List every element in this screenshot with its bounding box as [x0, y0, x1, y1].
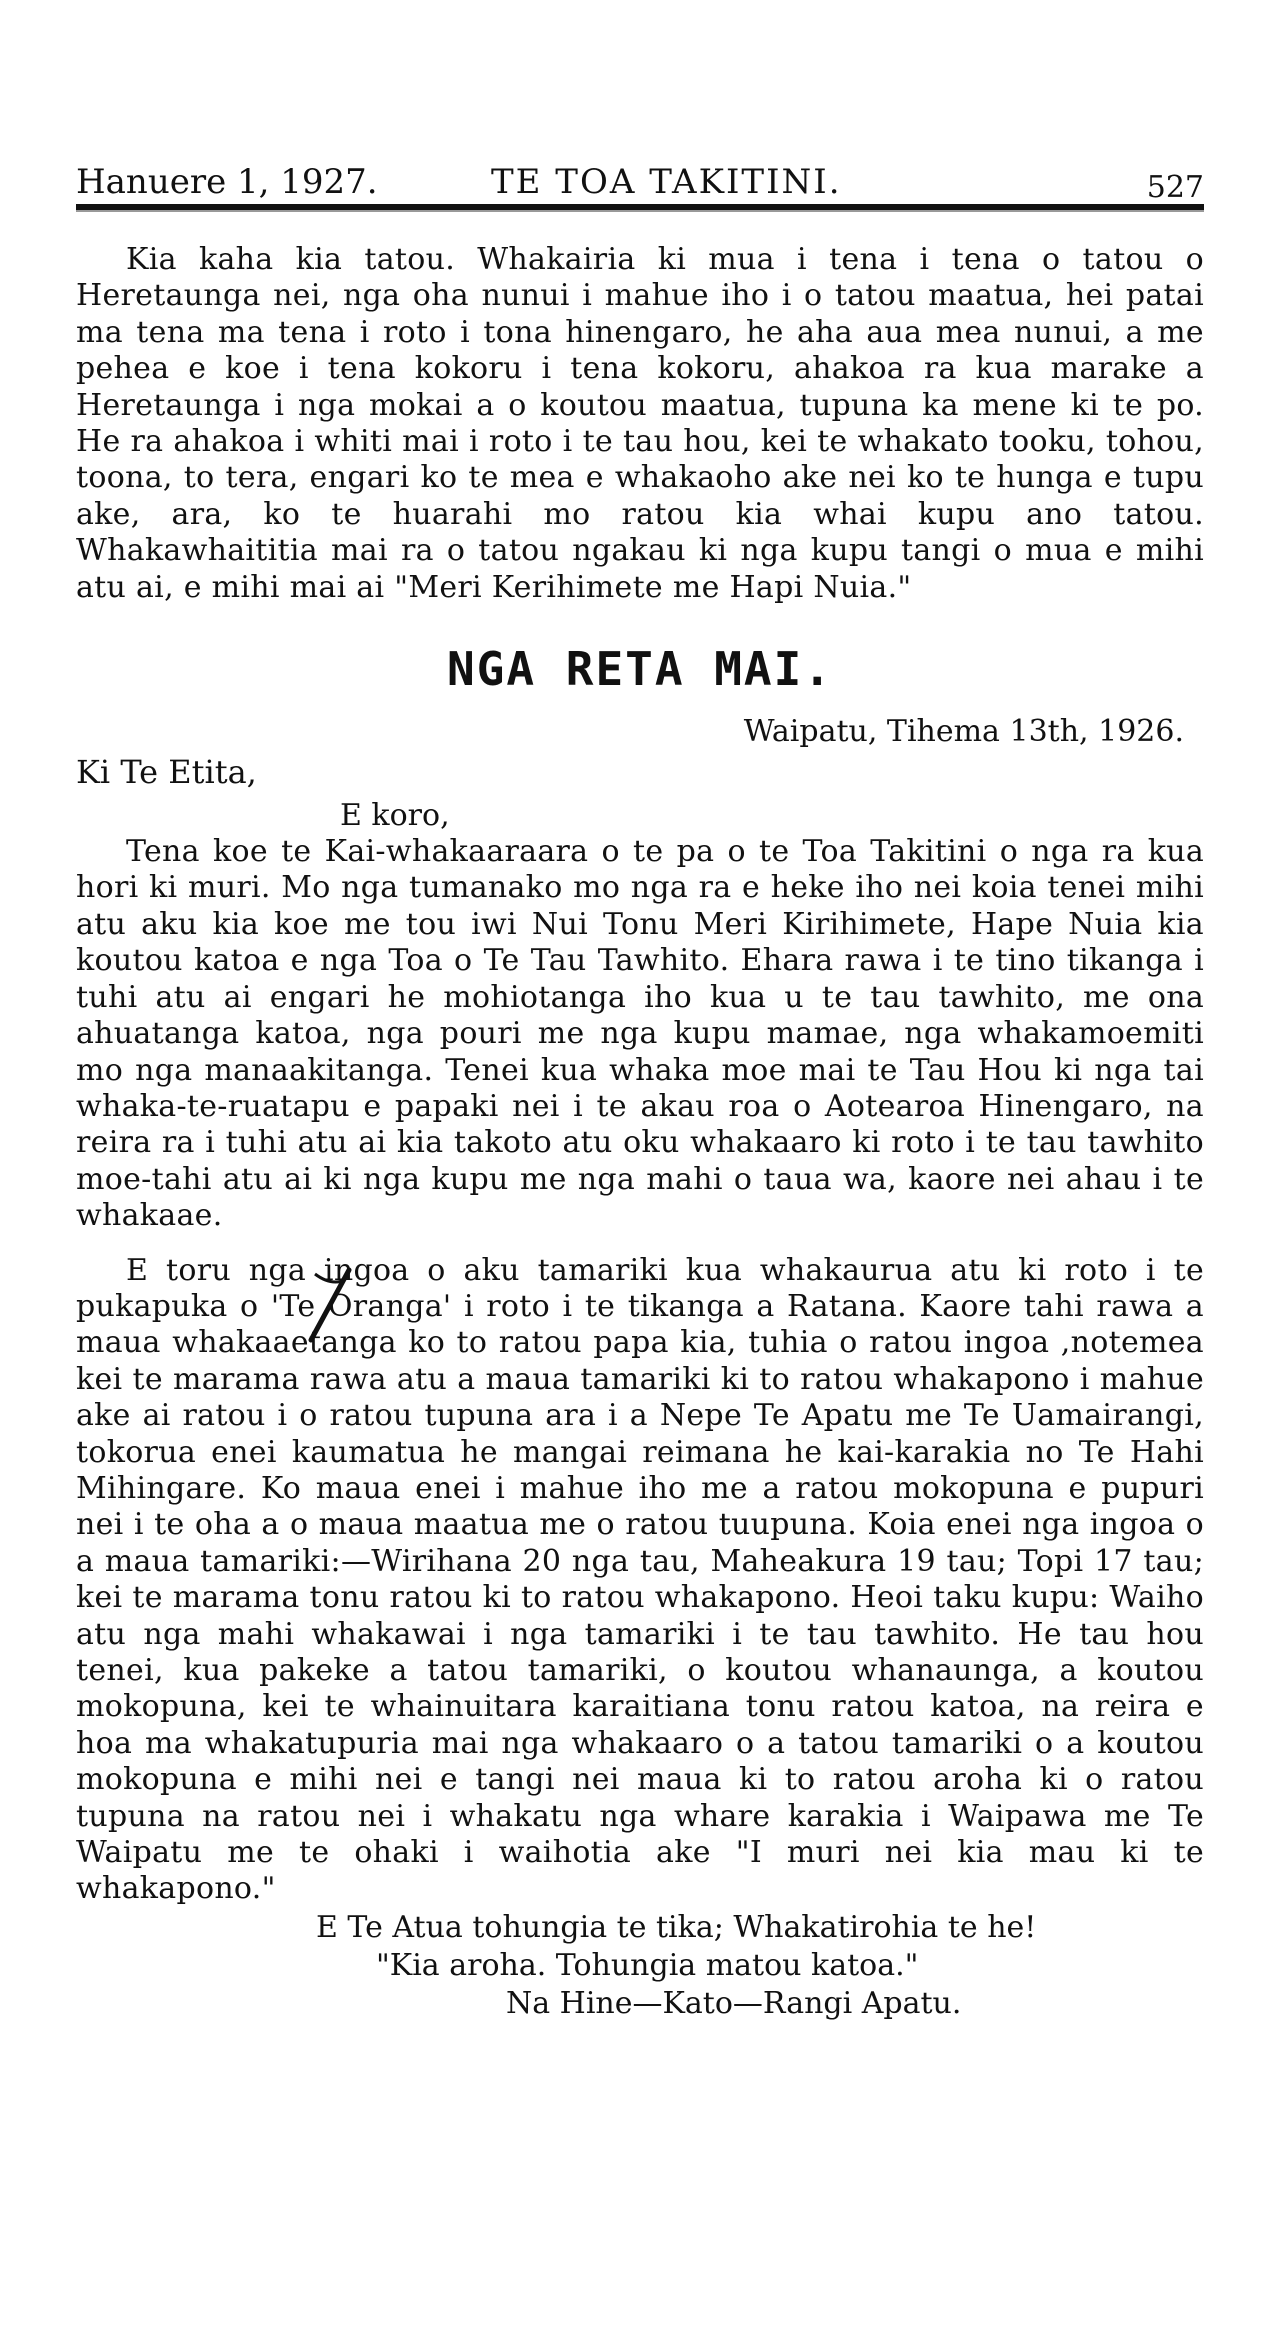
issue-date: Hanuere 1, 1927.	[76, 162, 378, 202]
letter-paragraph-2: E toru nga ingoa o aku tamariki kua whakaurua atu ki roto i te pukapuka o 'Te Oranga' i roto i te tikanga a Ratana. Kaore tahi rawa a maua whakaaetanga ko to ratou papa kia, tuhia o ratou ingoa ,notemea kei te marama rawa atu a maua tamariki ki to ratou whakapono i mahue ake ai ratou i o ratou tupuna ara i a Nepe Te Apatu me Te Uamairangi, tokorua enei kaumatua he mangai reimana he kai-karakia no Te Hahi Mihingare. Ko maua enei i mahue iho me a ratou mokopuna e pupuri nei i te oha a o maua maatua me o ratou tuupuna. Koia enei nga ingoa o a maua tamariki:—Wirihana 20 nga tau, Maheakura 19 tau; Topi 17 tau; kei te marama tonu ratou ki to ratou whakapono. Heoi taku kupu: Waiho atu nga mahi whakawai i nga tamariki i te tau tawhito. He tau hou tenei, kua pakeke a tatou tamariki, o koutou whanaunga, a koutou mokopuna, kei te whainuitara karaitiana tonu ratou katoa, na reira e hoa ma whakatupuria mai nga whakaaro o a tatou tamariki o a koutou mokopuna e mihi nei e tangi nei maua ki to ratou aroha ki o ratou tupuna na ratou nei i whakatu nga whare karakia i Waipawa me Te Waipatu me te ohaki i waihotia ake "I muri nei kia mau ki te whakapono."	[76, 1252, 1204, 1907]
letter-signature: Na Hine—Kato—Rangi Apatu.	[506, 1985, 962, 2021]
page-number: 527	[1146, 170, 1204, 205]
newspaper-page	[76, 150, 1204, 2290]
handwritten-correction-mark	[301, 1266, 361, 1346]
section-heading: NGA RETA MAI.	[446, 642, 834, 697]
letter-dateline: Waipatu, Tihema 13th, 1926.	[743, 714, 1184, 750]
running-head	[76, 150, 1204, 205]
letter-addressee: Ki Te Etita,	[76, 753, 257, 792]
header-rule	[76, 204, 1204, 212]
closing-line-2: "Kia aroha. Tohungia matou katoa."	[376, 1947, 919, 1983]
letter-paragraph-1: Tena koe te Kai-whakaaraara o te pa o te Toa Takitini o nga ra kua hori ki muri. Mo nga tumanako mo nga ra e heke iho nei koia tenei mihi atu aku kia koe me tou iwi Nui Tonu Meri Kirihimete, Hape Nuia kia koutou katoa e nga Toa o Te Tau Tawhito. Ehara rawa i te tino tikanga i tuhi atu ai engari he mohiotanga iho kua u te tau tawhito, me ona ahuatanga katoa, nga pouri me nga kupu mamae, nga whakamoemiti mo nga manaakitanga. Tenei kua whaka moe mai te Tau Hou ki nga tai whaka-te-ruatapu e papaki nei i te akau roa o Aotearoa Hinengaro, na reira ra i tuhi atu ai kia takoto atu oku whakaaro ki roto i te tau tawhito moe-tahi atu ai ki nga kupu me nga mahi o taua wa, kaore nei ahau i te whakaae.	[76, 834, 1204, 1234]
letter-salutation: E koro,	[340, 798, 450, 834]
closing-line-1: E Te Atua tohungia te tika; Whakatirohia te he!	[316, 1909, 1037, 1945]
journal-title: TE TOA TAKITINI.	[491, 162, 842, 202]
intro-paragraph: Kia kaha kia tatou. Whakairia ki mua i tena i tena o tatou o Heretaunga nei, nga oha nunui i mahue iho i o tatou maatua, hei patai ma tena ma tena i roto i tona hinengaro, he aha aua mea nunui, a me pehea e koe i tena kokoru i tena kokoru, ahakoa ra kua marake a Heretaunga i nga mokai a o koutou maatua, tupuna ka mene ki te po. He ra ahakoa i whiti mai i roto i te tau hou, kei te whakato tooku, tohou, toona, to tera, engari ko te mea e whakaoho ake nei ko te hunga e tupu ake, ara, ko te huarahi mo ratou kia whai kupu ano tatou. Whakawhaititia mai ra o tatou ngakau ki nga kupu tangi o mua e mihi atu ai, e mihi mai ai "Meri Kerihimete me Hapi Nuia."	[76, 242, 1204, 605]
